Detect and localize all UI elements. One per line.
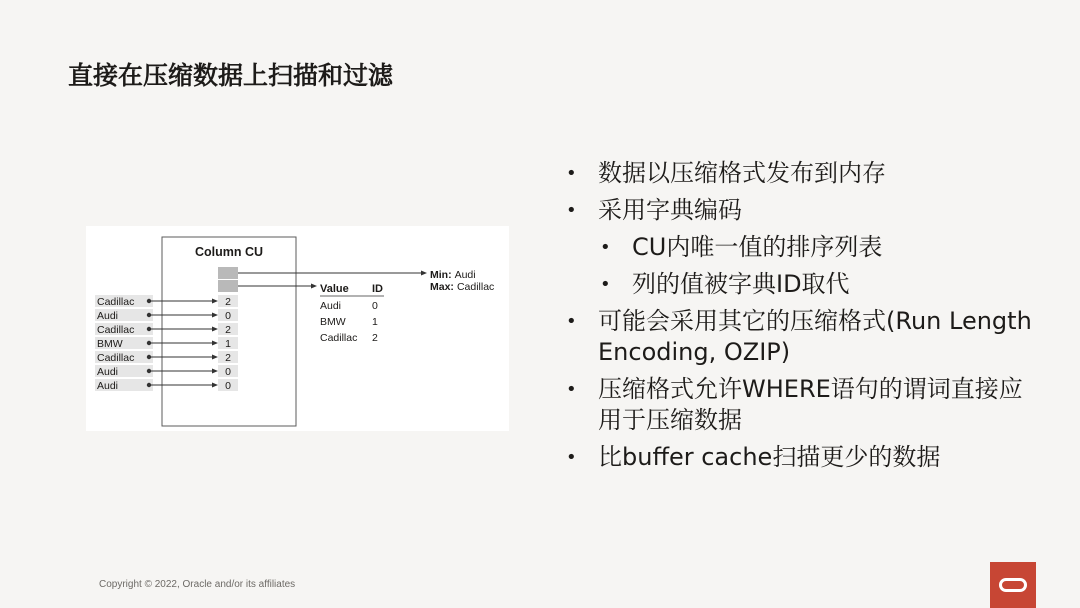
bullet-list (566, 158, 1036, 479)
bullet-dot-icon: • (566, 311, 577, 332)
id-value: 0 (225, 310, 231, 322)
input-value-label: Audi (97, 366, 119, 378)
bullet-dot-icon: • (600, 274, 611, 295)
dict-value: Cadillac (320, 332, 358, 344)
bullet-text: 列的值被字典ID取代 (632, 270, 850, 298)
input-value-label: Audi (97, 310, 119, 322)
min-max-block (218, 267, 238, 279)
dict-id: 1 (372, 316, 378, 328)
input-value-label: BMW (97, 338, 123, 350)
dict-value: BMW (320, 316, 346, 328)
input-arrow-head (212, 299, 218, 304)
max-caption: Max: Cadillac (430, 281, 495, 293)
oracle-ring-icon (999, 578, 1027, 592)
id-value: 2 (225, 324, 231, 336)
bullet-text: 可能会采用其它的压缩格式(Run Length Encoding, OZIP) (598, 307, 1032, 366)
input-value-label: Cadillac (97, 296, 135, 308)
bullet-item (566, 158, 1036, 189)
sub-bullet-item (566, 232, 1036, 263)
id-value: 0 (225, 366, 231, 378)
input-arrow-head (212, 369, 218, 374)
bullet-item (566, 195, 1036, 226)
bullet-text: 压缩格式允许WHERE语句的谓词直接应用于压缩数据 (598, 375, 1023, 434)
bullet-dot-icon: • (566, 200, 577, 221)
id-value: 0 (225, 380, 231, 392)
bullet-dot-icon: • (600, 237, 611, 258)
minmax-arrow-head (421, 271, 427, 276)
input-value-label: Cadillac (97, 352, 135, 364)
copyright-footer: Copyright © 2022, Oracle and/or its affiliates (99, 579, 296, 590)
column-cu-header: Column CU (194, 245, 264, 259)
input-arrow-head (212, 313, 218, 318)
bullet-item (566, 442, 1036, 473)
dict-value-header: Value (320, 283, 349, 295)
bullet-item (566, 374, 1036, 436)
input-arrow-head (212, 327, 218, 332)
bullet-dot-icon: • (566, 379, 577, 400)
id-value: 2 (225, 352, 231, 364)
oracle-logo (990, 562, 1036, 608)
dictionary-block (218, 280, 238, 292)
column-cu-diagram (86, 226, 509, 431)
bullet-text: 比buffer cache扫描更少的数据 (598, 443, 941, 471)
slide-title: 直接在压缩数据上扫描和过滤 (68, 61, 394, 90)
bullet-dot-icon: • (566, 447, 577, 468)
input-arrow-head (212, 355, 218, 360)
dictionary-rows (320, 300, 378, 344)
min-caption: Min: Audi (430, 269, 476, 281)
bullet-item (566, 306, 1036, 368)
input-rows (95, 295, 238, 392)
input-value-label: Audi (97, 380, 119, 392)
dict-id-header: ID (372, 283, 383, 295)
dict-id: 0 (372, 300, 378, 312)
sub-bullet-item (566, 269, 1036, 300)
dict-value: Audi (320, 300, 342, 312)
dict-id: 2 (372, 332, 378, 344)
input-value-label: Cadillac (97, 324, 135, 336)
bullet-text: 采用字典编码 (598, 196, 742, 224)
input-arrow-head (212, 383, 218, 388)
diagram-canvas (86, 226, 509, 431)
input-arrow-head (212, 341, 218, 346)
id-value: 2 (225, 296, 231, 308)
bullet-text: 数据以压缩格式发布到内存 (598, 159, 886, 187)
bullet-dot-icon: • (566, 163, 577, 184)
dictionary-arrow-head (311, 284, 317, 289)
id-value: 1 (225, 338, 231, 350)
bullet-text: CU内唯一值的排序列表 (632, 233, 883, 261)
